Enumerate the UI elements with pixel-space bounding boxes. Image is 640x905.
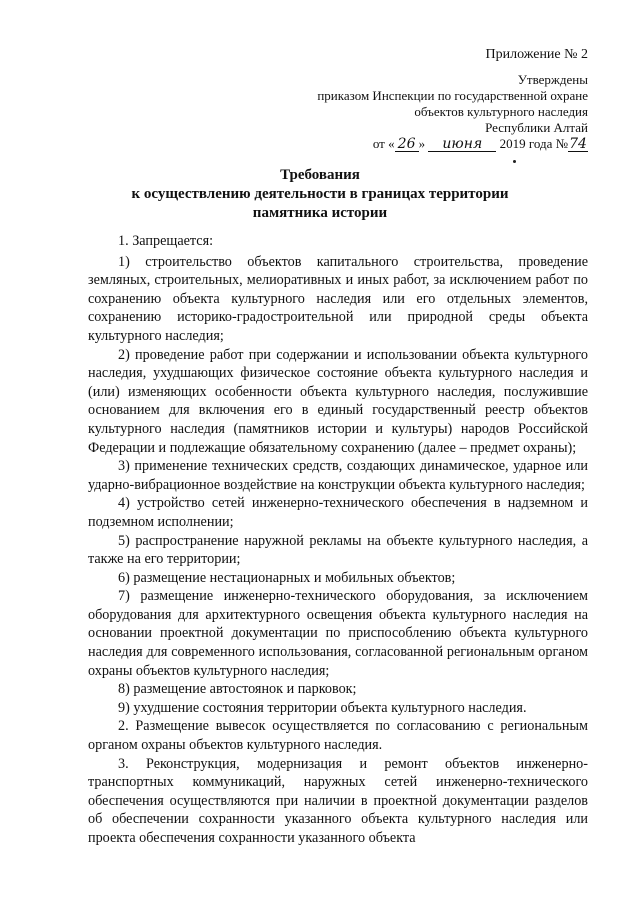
paragraph-section-3: 3. Реконструкция, модернизация и ремонт объектов инженерно-транспортных коммуникаций, наружных сетей инженерно-технического обеспечения осуществляются при наличии в проектной документации разделов об обеспечении сохранности указанного объекта культурного наследия или проекта обеспечения сохранности указанного объекта	[88, 755, 588, 846]
paragraph-item-3: 3) применение технических средств, создающих динамическое, ударное или ударно-вибрационное воздействие на конструкции объекта культурного наследия;	[88, 458, 588, 493]
handwritten-month: июня	[428, 137, 496, 152]
date-year: 2019 года №	[499, 136, 568, 151]
paragraph-item-5: 5) распространение наружной рекламы на объекте культурного наследия, а также на его территории;	[88, 532, 588, 568]
appendix-label: Приложение № 2	[485, 47, 588, 62]
approval-line-4: Республики Алтай	[485, 120, 588, 135]
paragraph-item-4: 4) устройство сетей инженерно-технического обеспечения в надземном и подземном исполнении;	[88, 495, 588, 530]
paragraph-item-1: 1) строительство объектов капитального строительства, проведение земляных, строительных, мелиоративных и иных работ, за исключением работ по сохранению объекта культурного наследия или его отдельных элементов, сохранению историко-градостроительной или природной среды объекта культурного наследия;	[88, 253, 588, 344]
date-mid: »	[418, 136, 426, 151]
document-body	[88, 232, 588, 848]
document-title	[60, 166, 580, 223]
approval-line-1: Утверждены	[517, 72, 588, 87]
approval-block	[248, 72, 588, 152]
title-line-3: памятника истории	[252, 205, 388, 221]
paragraph-item-2: 2) проведение работ при содержании и использовании объекта культурного наследия, ухудшающих физическое состояние объекта культурного наследия и (или) изменяющих особенности объекта культурного наследия, послужившие основанием для включения его в единый государственный реестр объектов культурного наследия (памятников истории и культуры) народов Российской Федерации и подлежащие обязательному сохранению (далее – предмет охраны);	[88, 346, 588, 456]
paragraph-item-8: 8) размещение автостоянок и парковок;	[118, 681, 357, 698]
paragraph-item-7: 7) размещение инженерно-технического оборудования, за исключением оборудования для архитектурного освещения объекта культурного наследия на основании проектной документации по приспособлению объекта культурного наследия для современного использования, согласованной региональным органом охраны объектов культурного наследия;	[88, 588, 588, 679]
approval-date-line	[248, 136, 588, 152]
approval-line-3: объектов культурного наследия	[414, 104, 588, 119]
paragraph-item-6: 6) размещение нестационарных и мобильных объектов;	[118, 569, 456, 586]
title-line-1: Требования	[280, 167, 360, 183]
title-line-2: к осуществлению деятельности в границах территории	[131, 186, 509, 202]
date-prefix: от «	[372, 136, 395, 151]
handwritten-day: 26	[395, 137, 419, 152]
approval-line-2: приказом Инспекции по государственной охране	[317, 88, 588, 103]
stray-mark	[513, 160, 516, 163]
paragraph-item-9: 9) ухудшение состояния территории объекта культурного наследия.	[118, 699, 527, 716]
handwritten-number: 74	[569, 136, 587, 152]
paragraph-section-2: 2. Размещение вывесок осуществляется по согласованию с региональным органом охраны объектов культурного наследия.	[88, 718, 588, 754]
paragraph-intro: 1. Запрещается:	[118, 233, 214, 249]
